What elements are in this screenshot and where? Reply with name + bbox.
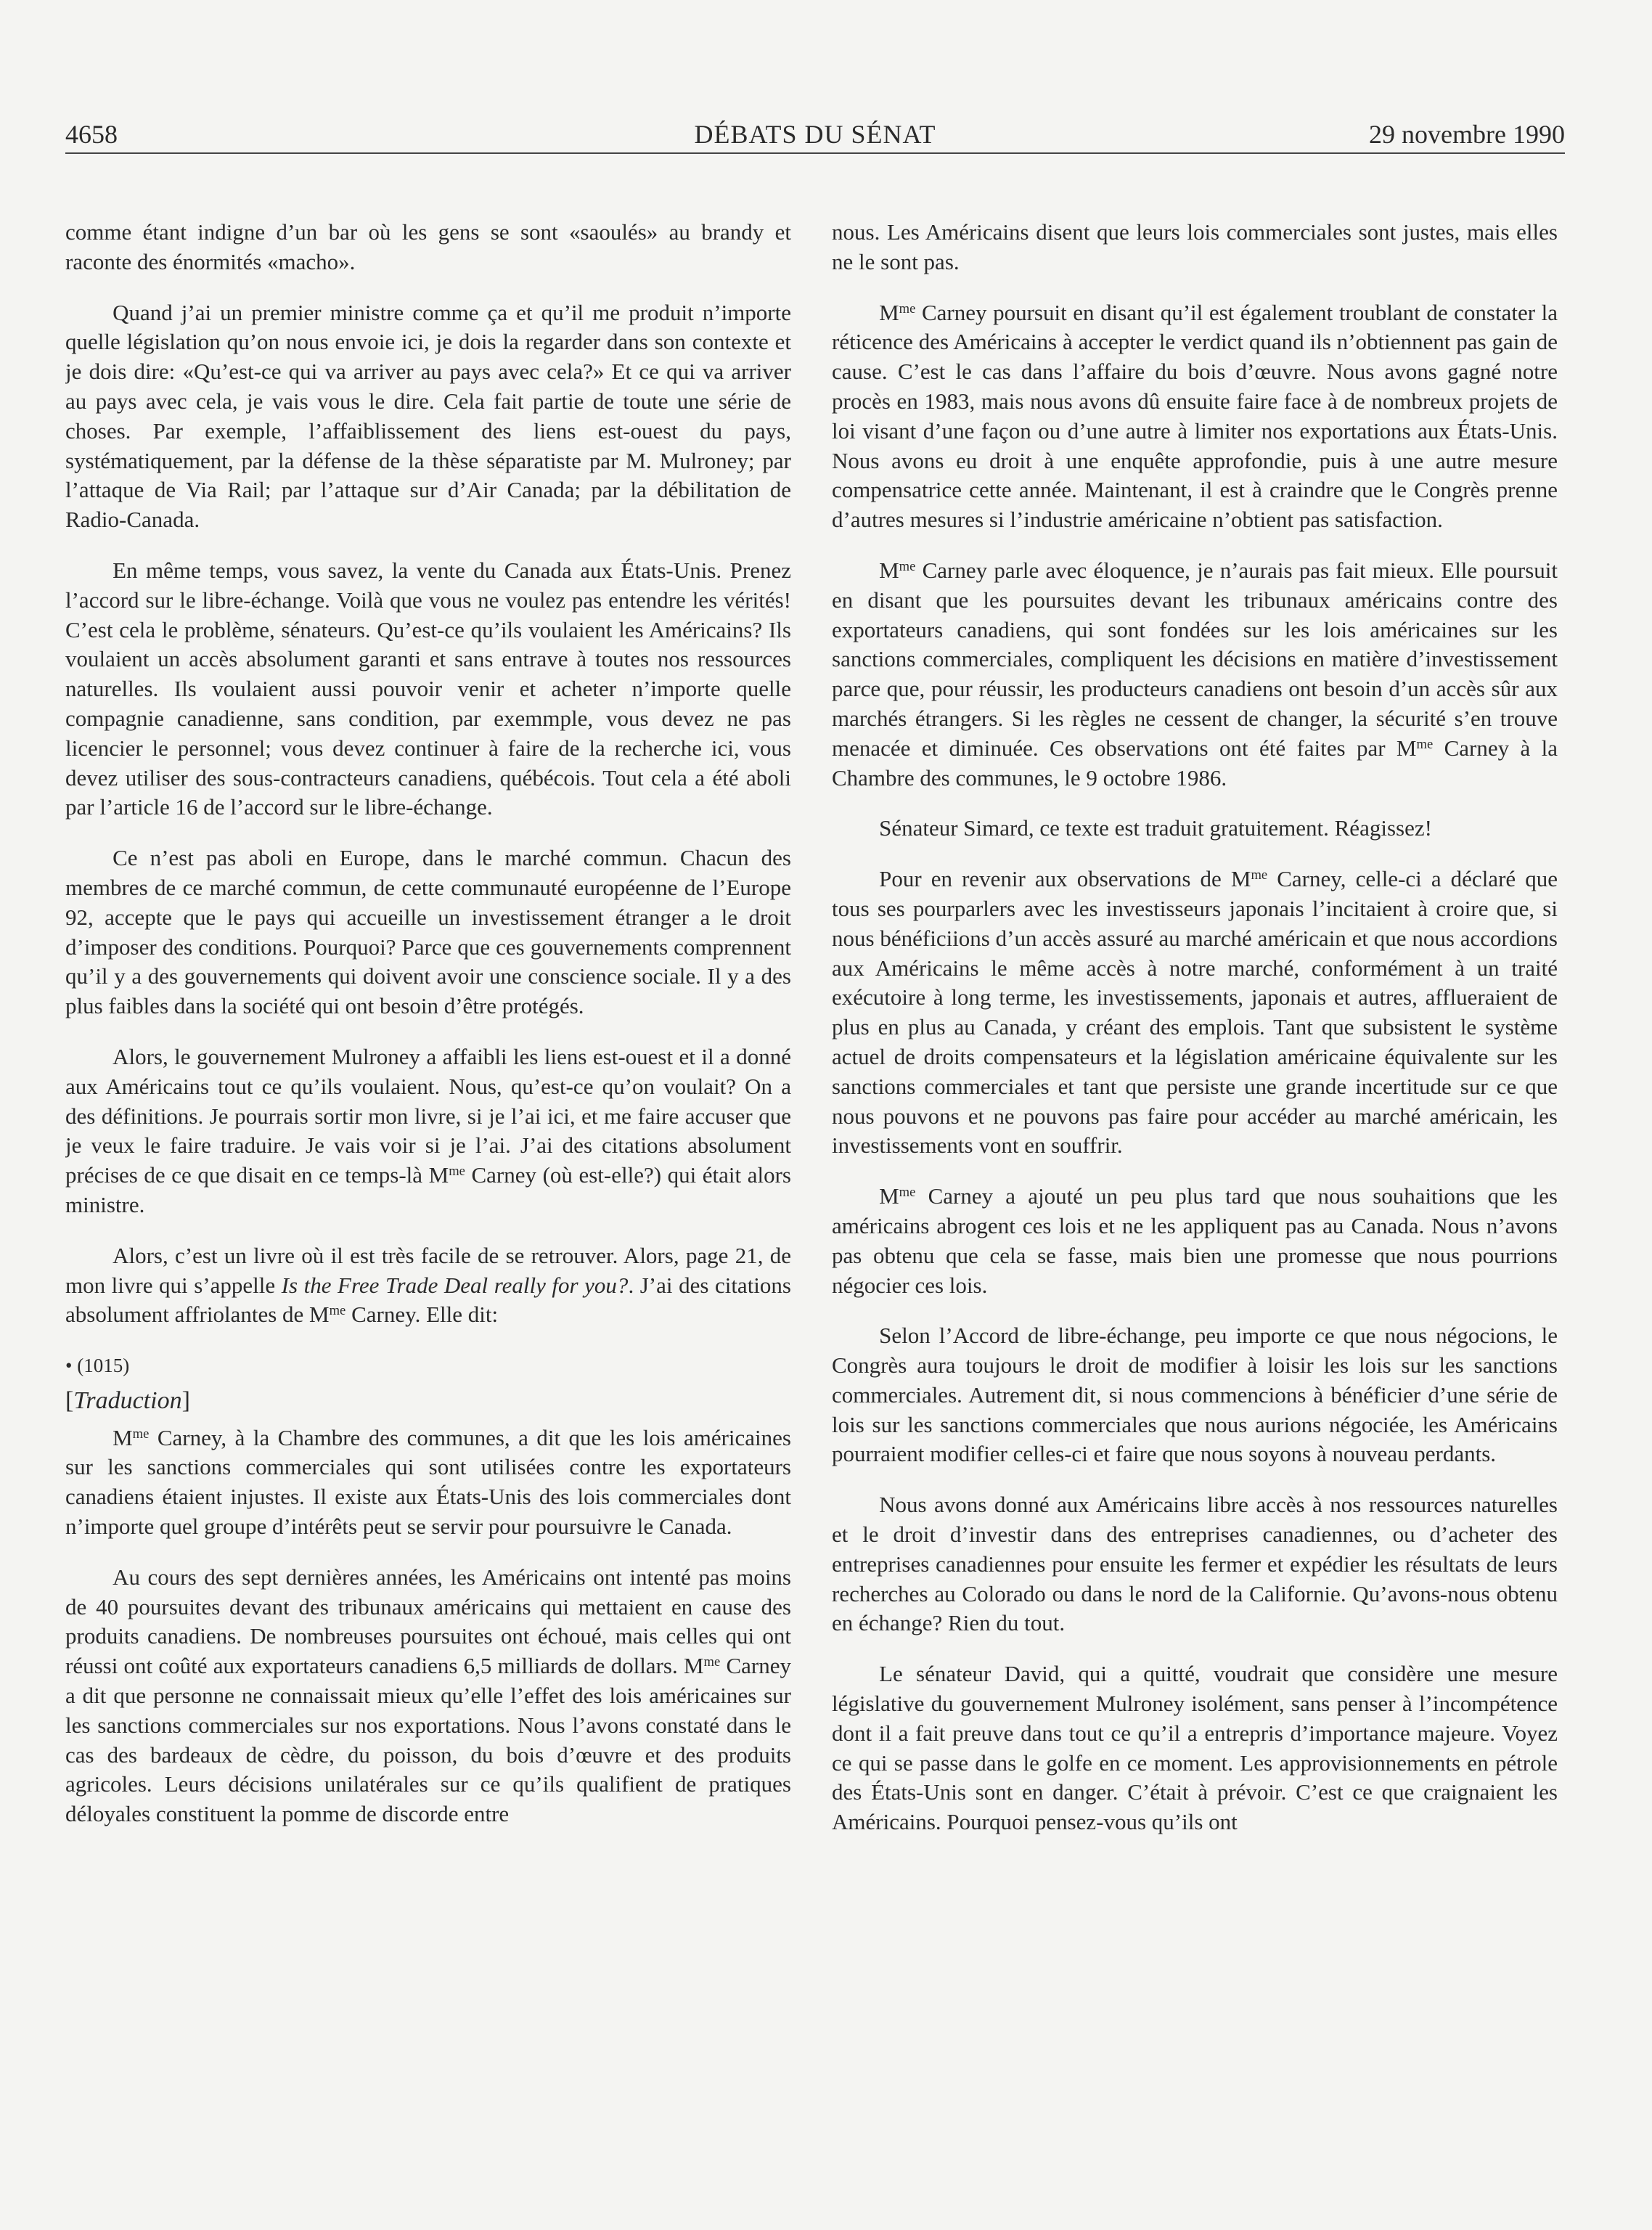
honorific: M <box>879 299 899 325</box>
honorific-superscript: me <box>899 558 916 574</box>
translation-rubric: [Traduction] <box>65 1386 190 1414</box>
honorific-superscript: me <box>329 1303 346 1319</box>
paragraph-text: Carney (où est-elle?) qui était alors ministre. <box>65 1162 791 1217</box>
paragraph <box>65 1042 791 1220</box>
paragraph: Sénateur Simard, ce texte est traduit gratuitement. Réagissez! <box>879 815 1432 841</box>
paragraph-text: Carney a ajouté un peu plus tard que nous souhaitions que les américains abrogent ces lois et ne les appliquent pas au Canada. Nous n’avons pas obtenu que cela se fasse, mais bien une promesse que nous pourrions négocier ces lois. <box>832 1183 1558 1298</box>
honorific-superscript: me <box>703 1654 721 1670</box>
paragraph: Quand j’ai un premier ministre comme ça et qu’il me produit n’importe quelle législation qu’on nous envoie ici, je dois la regarder dans son contexte et je dois dire: «Qu’est-ce qui va arriver au pays avec cela?» Et ce qui va arriver au pays avec cela, je vais vous le dire. Cela fait partie de toute une série de choses. Par exemple, l’affaiblissement des liens est-ouest du pays, systématiquement, par la défense de la thèse séparatiste par M. Mulroney; par l’attaque de Via Rail; par l’attaque sur d’Air Canada; par la débilitation de Radio-Canada. <box>65 299 791 533</box>
paragraph <box>65 1424 791 1542</box>
honorific-superscript: me <box>1251 867 1268 883</box>
paragraph: Le sénateur David, qui a quitté, voudrait que considère une mesure législative du gouvernement Mulroney isolément, sans penser à l’incompétence dont il a fait preuve dans tout ce qu’il a entrepris d’importance majeure. Voyez ce qui se passe dans le golfe en ce moment. Les approvisionnements en pétrole des États-Unis sont en danger. C’était à prévoir. C’est ce que craignaient les Américains. Pourquoi pensez-vous qu’ils ont <box>832 1661 1558 1835</box>
paragraph-text: Carney, celle-ci a déclaré que tous ses pourparlers avec les investisseurs japonais l’incitaient à croire que, si nous bénéficiions d’un accès assuré au marché américain et que nous accordions aux Américains le même accès à notre marché, conformément à un traité exécutoire à long terme, les investissements, japonais et autres, afflueraient de plus en plus au Canada, y créant des emplois. Tant que subsistent le système actuel de droits compensateurs et la législation américaine équivalente sur les sanctions commerciales et tant que persiste une grande incertitude sur ce que nous pouvons et ne pouvons pas faire pour accéder au marché américain, les investissements vont en souffrir. <box>832 866 1558 1159</box>
paragraph-text: Alors, le gouvernement Mulroney a affaibli les liens est-ouest et il a donné aux Américains tout ce qu’ils voulaient. Nous, qu’est-ce qu’on voulait? On a des définitions. Je pourrais sortir mon livre, si je l’ai ici, et me faire accuser que je veux le faire traduire. Je vais voir si je l’ai. J’ai des citations absolument précises de ce que disait en ce temps-là M <box>65 1043 791 1188</box>
paragraph: En même temps, vous savez, la vente du Canada aux États-Unis. Prenez l’accord sur le libre-échange. Voilà que vous ne voulez pas entendre les vérités! C’est cela le problème, sénateurs. Qu’est-ce qu’ils voulaient les Américains? Ils voulaient un accès absolument garanti et sans entrave à toutes nos ressources naturelles. Ils voulaient aussi pouvoir venir et acheter n’importe quelle compagnie canadienne, sans condition, par exemmple, vous devez ne pas licencier le personnel; vous devez continuer à faire de la recherche ici, vous devez utiliser des sous-contracteurs canadiens, québécois. Tout cela a été aboli par l’article 16 de l’accord sur le libre-échange. <box>65 557 791 820</box>
book-title: Is the Free Trade Deal really for you? <box>281 1272 629 1298</box>
honorific-superscript: me <box>1416 736 1434 752</box>
paragraph: Ce n’est pas aboli en Europe, dans le marché commun. Chacun des membres de ce marché commun, de cette communauté européenne de l’Europe 92, accepte que le pays qui accueille un investissement étranger a le droit d’imposer des conditions. Pourquoi? Parce que ces gouvernements comprennent qu’il y a des gouvernements qui doivent avoir une conscience sociale. Il y a des plus faibles dans la société qui ont besoin d’être protégés. <box>65 845 791 1019</box>
publication-title: DÉBATS DU SÉNAT <box>694 120 936 149</box>
left-column <box>65 218 791 2207</box>
paragraph-text: Pour en revenir aux observations de M <box>879 866 1251 892</box>
honorific-superscript: me <box>449 1163 465 1179</box>
paragraph <box>832 298 1558 535</box>
paragraph-text: Carney parle avec éloquence, je n’aurais pas fait mieux. Elle poursuit en disant que les poursuites devant les tribunaux américains contre des exportateurs canadiens, qui sont fondées sur les lois américaines sur les sanctions commerciales, compliquent les décisions en matière d’investissement parce que, pour réussir, les producteurs canadiens ont besoin d’un accès sûr aux marchés étrangers. Si les règles ne cessent de changer, la sécurité s’en trouve menacée et diminuée. Ces observations ont été faites par M <box>832 557 1558 761</box>
paragraph: Nous avons donné aux Américains libre accès à nos ressources naturelles et le droit d’investir dans des entreprises canadiennes, ou d’acheter des entreprises canadiennes pour ensuite les fermer et expédier les résultats de leurs recherches au Colorado ou dans le nord de la Californie. Qu’avons-nous obtenu en échange? Rien du tout. <box>832 1492 1558 1636</box>
honorific-superscript: me <box>899 1184 916 1200</box>
paragraph: comme étant indigne d’un bar où les gens se sont «saoulés» au brandy et raconte des énormités «macho». <box>65 219 791 274</box>
right-column <box>832 218 1558 2207</box>
issue-date: 29 novembre 1990 <box>1369 120 1565 149</box>
paragraph <box>65 1241 791 1330</box>
honorific: M <box>879 1183 899 1209</box>
time-marker: • (1015) <box>65 1355 130 1377</box>
paragraph-text: Au cours des sept dernières années, les Américains ont intenté pas moins de 40 poursuites devant des tribunaux américains qui mettaient en cause des produits canadiens. De nombreuses poursuites ont échoué, mais celles qui ont réussi ont coûté aux exportateurs canadiens 6,5 milliards de dollars. M <box>65 1564 791 1679</box>
honorific: M <box>113 1424 133 1450</box>
paragraph <box>832 865 1558 1161</box>
paragraph-text: Carney à la Chambre des communes, le 9 octobre 1986. <box>832 735 1558 791</box>
paragraph: Selon l’Accord de libre-échange, peu importe ce que nous négocions, le Congrès aura toujours le droit de modifier à loisir les lois sur les sanctions commerciales. Autrement dit, si nous commencions à bénéficier d’une série de lois sur les sanctions commerciales que nous aurions négociée, les Américains pourraient modifier celles-ci et faire que nous soyons à nouveau perdants. <box>832 1323 1558 1467</box>
honorific: M <box>879 557 899 583</box>
paragraph <box>832 1182 1558 1300</box>
paragraph-text: . J’ai des citations absolument affriolantes de M <box>65 1272 791 1328</box>
paragraph-text: Carney, à la Chambre des communes, a dit que les lois américaines sur les sanctions commerciales qui sont utilisées contre les exportateurs canadiens étaient injustes. Il existe aux États-Unis des lois commerciales dont n’importe quel groupe d’intérêts peut se servir pour poursuivre le Canada. <box>65 1424 791 1540</box>
honorific-superscript: me <box>899 301 916 316</box>
paragraph-text: Alors, c’est un livre où il est très facile de se retrouver. Alors, page 21, de mon livre qui s’appelle <box>65 1242 791 1298</box>
paragraph <box>832 556 1558 793</box>
paragraph-text: Carney a dit que personne ne connaissait mieux qu’elle l’effet des lois américaines sur les sanctions commerciales sur nos exportations. Nous l’avons constaté dans le cas des bardeaux de cèdre, du poisson, du bois d’œuvre et des produits agricoles. Leurs décisions unilatérales sur ce qu’ils qualifient de pratiques déloyales constituent la pomme de discorde entre <box>65 1653 791 1827</box>
paragraph <box>65 1563 791 1829</box>
paragraph-text: Carney poursuit en disant qu’il est également troublant de constater la réticence des Américains à accepter le verdict quand ils n’obtiennent pas gain de cause. C’est le cas dans l’affaire du bois d’œuvre. Nous avons gagné notre procès en 1983, mais nous avons dû ensuite faire face à de nombreux projets de loi visant d’une façon ou d’une autre à limiter nos exportations aux États-Unis. Nous avons eu droit à une enquête approfondie, puis à une autre mesure compensatrice cette année. Maintenant, il est à craindre que le Congrès prenne d’autres mesures si l’industrie américaine n’obtient pas satisfaction. <box>832 299 1558 533</box>
paragraph: nous. Les Américains disent que leurs lois commerciales sont justes, mais elles ne le sont pas. <box>832 219 1558 274</box>
page-number: 4658 <box>65 120 118 149</box>
paragraph-text: Carney. Elle dit: <box>345 1302 499 1328</box>
honorific-superscript: me <box>132 1426 150 1442</box>
page-header <box>65 116 1565 154</box>
rubric-label: Traduction <box>73 1386 182 1414</box>
